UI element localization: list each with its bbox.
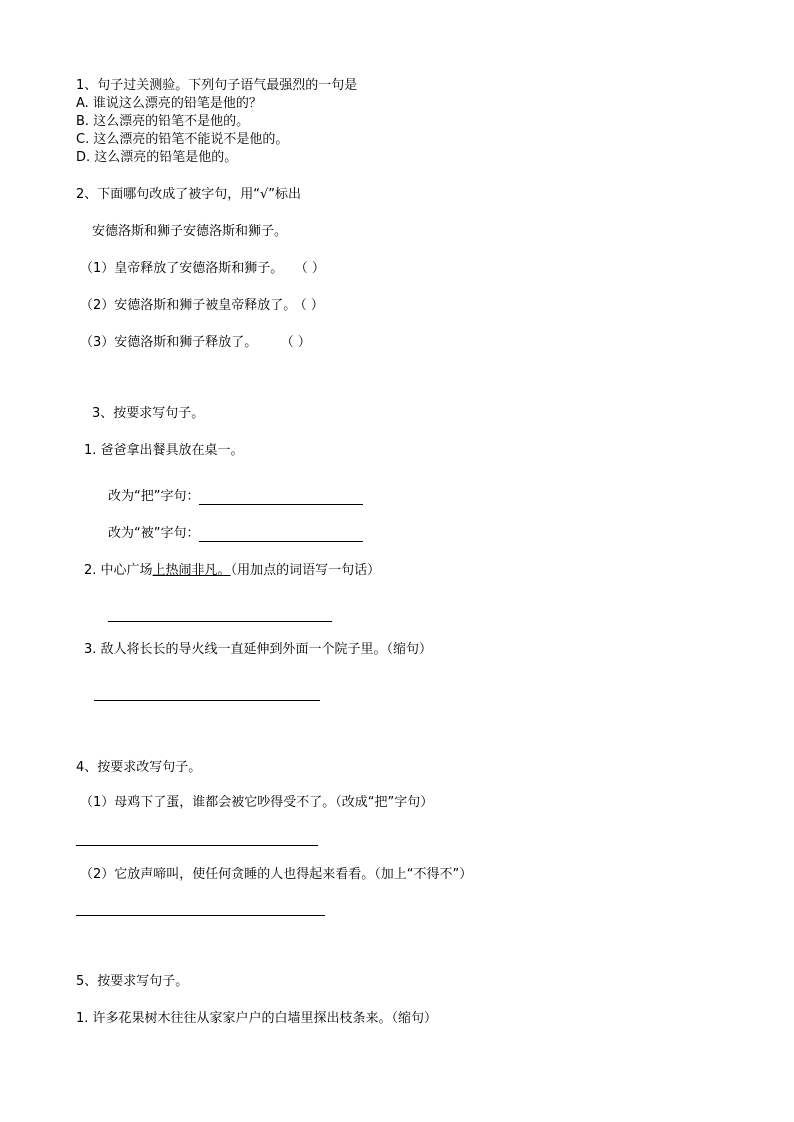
q2-title: 2、下面哪句改成了被字句，用“√”标出 bbox=[76, 187, 302, 202]
q2-item-2-text: （2）安德洛斯和狮子被皇帝释放了。 bbox=[80, 298, 297, 313]
q5-item-1: 1. 许多花果树木往往从家家户户的白墙里探出枝条来。（缩句） bbox=[76, 1011, 438, 1026]
q3-item-3: 3. 敌人将长长的导火线一直延伸到外面一个院子里。（缩句） bbox=[84, 642, 433, 657]
q3-item-2-post: （用加点的词语写一句话） bbox=[230, 563, 381, 578]
q3-item-1: 1. 爸爸拿出餐具放在桌一。 bbox=[84, 443, 244, 458]
q3-bei-row bbox=[108, 526, 363, 542]
q2-item-1-text: （1）皇帝释放了安德洛斯和狮子。 bbox=[80, 261, 284, 276]
q3-ba-answer-blank[interactable] bbox=[199, 491, 363, 505]
q1-option-b: B. 这么漂亮的铅笔不是他的。 bbox=[76, 114, 250, 129]
q2-item-3 bbox=[80, 335, 311, 351]
q3-bei-answer-blank[interactable] bbox=[199, 528, 363, 542]
q2-sentence: 安德洛斯和狮子安德洛斯和狮子。 bbox=[92, 224, 288, 239]
q3-item-2-answer-line[interactable] bbox=[108, 621, 332, 622]
q1-title: 1、句子过关测验。下列句子语气最强烈的一句是 bbox=[76, 78, 358, 93]
q2-item-3-bracket[interactable]: （ ） bbox=[287, 335, 311, 350]
q1-option-d: D. 这么漂亮的铅笔是他的。 bbox=[76, 150, 238, 165]
q2-item-1 bbox=[80, 261, 325, 277]
q3-ba-row bbox=[108, 489, 363, 505]
q2-item-1-bracket[interactable]: （ ） bbox=[301, 261, 325, 276]
q3-ba-label: 改为“把”字句： bbox=[108, 489, 200, 504]
q3-item-2-pre: 2. 中心广场 bbox=[84, 563, 153, 578]
q1-option-a: A. 谁说这么漂亮的铅笔是他的？ bbox=[76, 96, 262, 111]
q3-item-2 bbox=[84, 563, 380, 579]
q3-title: 3、按要求写句子。 bbox=[92, 406, 205, 421]
q5-title: 5、按要求写句子。 bbox=[76, 974, 189, 989]
q3-bei-label: 改为“被”字句： bbox=[108, 526, 200, 541]
q4-item-1-answer-line[interactable] bbox=[76, 845, 318, 846]
q1-option-c: C. 这么漂亮的铅笔不能说不是他的。 bbox=[76, 132, 289, 147]
q2-item-2 bbox=[80, 298, 324, 314]
q3-item-2-underlined: 上热闹非凡。 bbox=[152, 563, 231, 578]
q4-item-1: （1）母鸡下了蛋，谁都会被它吵得受不了。（改成“把”字句） bbox=[80, 795, 434, 810]
q2-item-2-bracket[interactable]: （ ） bbox=[300, 298, 324, 313]
q4-item-2-answer-line[interactable] bbox=[76, 915, 325, 916]
q4-item-2: （2）它放声啼叫，使任何贪睡的人也得起来看看。（加上“不得不”） bbox=[80, 867, 473, 882]
q4-title: 4、按要求改写句子。 bbox=[76, 760, 202, 775]
q3-item-3-answer-line[interactable] bbox=[94, 700, 320, 701]
q2-item-3-text: （3）安德洛斯和狮子释放了。 bbox=[80, 335, 258, 350]
